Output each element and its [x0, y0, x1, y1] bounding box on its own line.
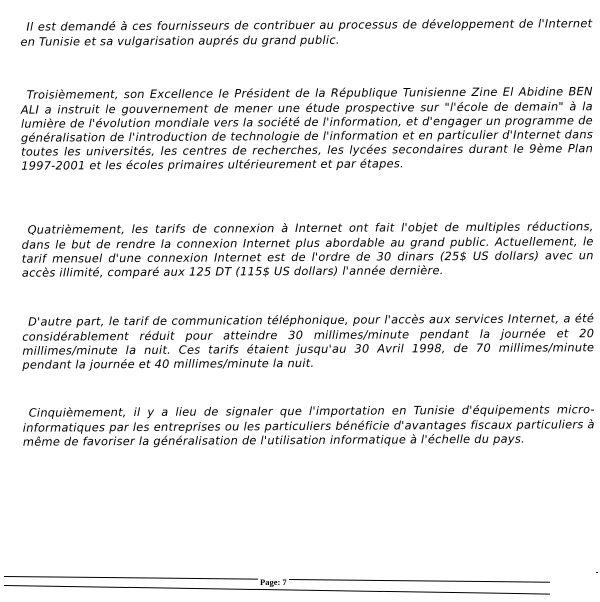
paragraph-suppliers [20, 17, 592, 49]
paragraph-text: D'autre part, le tarif de communication téléphonique, pour l'accès aux services Internet, a été considérablement réduit pour atteindre 30 millimes/minute pendant la journée et 20 millimes/minute la nuit. Ces tarifs étaient jusqu'au 30 Avril 1998, de 70 millimes/minute pendant la journée et 40 millimes/minute la nuit. [22, 311, 595, 372]
paragraph-autre-part [22, 312, 594, 372]
paragraph-troisiemement [21, 85, 594, 174]
paragraph-text: Cinquièmement, il y a lieu de signaler que l'importation en Tunisie d'équipements micro-informatiques par les entreprises ou les particuliers bénéficie d'avantages fiscaux particuliers à même de favoriser la généralisation de l'utilisation informatique à l'échelle du pays. [22, 402, 595, 449]
paragraph-text: Quatrièmement, les tarifs de connexion à Internet ont fait l'objet de multiples réductions, dans le but de rendre la connexion Internet plus abordable au grand public. Actuellement, le tarif mensuel d'une connexion Internet est de l'ordre de 30 dinars (25$ US dollars) avec un accès illimité, comparé aux 125 DT (115$ US dollars) l'année dernière. [21, 219, 594, 280]
paragraph-text: Troisièmement, son Excellence le Président de la République Tunisienne Zine El Abidine BEN ALI a instruit le gouvernement de mener une étude prospective sur "l'école de demain" à la lumière de l'évolution mondiale vers la société de l'information, et d'engager un programme de généralisation de l'introduction de technologie de l'information et en particulier d'Internet dans toutes les universités, les centres de recherches, les lycées secondaires durant le 9ème Plan 1997-2001 et les écoles primaires ultérieurement et par étapes. [20, 84, 594, 174]
paragraph-text: Il est demandé à ces fournisseurs de contribuer au processus de développement de l'Internet en Tunisie et sa vulgarisation auprés du grand public. [20, 16, 593, 49]
scan-speck [596, 572, 598, 573]
paragraph-quatriemement [22, 220, 594, 280]
page-number: Page: 7 [260, 577, 287, 587]
paragraph-cinquiemement [23, 403, 595, 449]
